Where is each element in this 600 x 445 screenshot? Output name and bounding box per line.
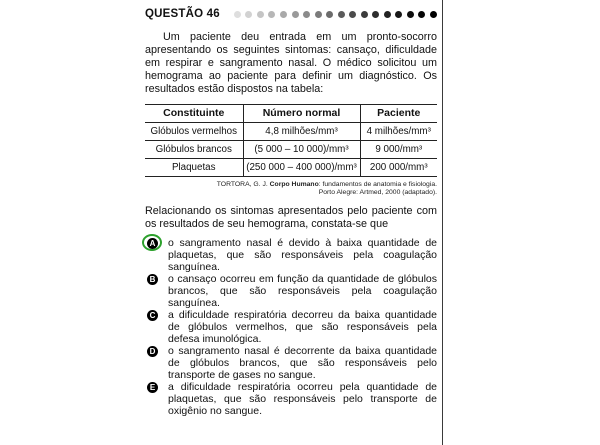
table-cell: 9 000/mm³ (375, 144, 423, 155)
dot (384, 11, 391, 18)
dot (280, 11, 287, 18)
citation-book-title: Corpo Humano (269, 181, 319, 188)
option-badge-col (145, 345, 168, 357)
dot (257, 11, 264, 18)
option-letter-badge: E (147, 382, 158, 393)
option-letter-badge: C (147, 310, 158, 321)
dot (245, 11, 252, 18)
table-header-constituinte: Constituinte (163, 107, 225, 119)
options-list (145, 237, 437, 417)
correct-answer-ring (142, 234, 162, 251)
dot (418, 11, 425, 18)
stem-paragraph: Relacionando os sintomas apresentados pelo paciente com os resultados de seu hemograma, constata-se que (145, 205, 437, 230)
dot (361, 11, 368, 18)
option-row-d (145, 345, 437, 381)
option-letter-badge: A (147, 238, 158, 249)
option-text: a dificuldade respiratória ocorreu pela quantidade de plaquetas, que são responsáveis pelo transporte de oxigênio no sangue. (168, 381, 437, 417)
option-badge-col (145, 237, 168, 249)
dot (292, 11, 299, 18)
dot (303, 11, 310, 18)
dot (407, 11, 414, 18)
table-row (145, 123, 437, 141)
dot (349, 11, 356, 18)
table-cell: Plaquetas (171, 162, 216, 173)
table-row (145, 159, 437, 177)
question-number: QUESTÃO 46 (145, 8, 220, 20)
dot (395, 11, 402, 18)
table-cell: (250 000 – 400 000)/mm³ (243, 159, 360, 177)
option-letter-badge: B (147, 274, 158, 285)
option-badge-col (145, 381, 168, 393)
option-text: o sangramento nasal é devido à baixa quantidade de plaquetas, que são responsáveis pela coagulação sanguínea. (168, 237, 437, 273)
table-cell: (5 000 – 10 000)/mm³ (243, 141, 360, 159)
table-header-numero-normal: Número normal (243, 105, 360, 123)
dot (430, 11, 437, 18)
column-divider (442, 0, 443, 445)
results-table (145, 104, 437, 177)
dot (338, 11, 345, 18)
option-text: o sangramento nasal é decorrente da baixa quantidade de glóbulos brancos, que são responsáveis pelo transporte de gases no sangue. (168, 345, 437, 381)
citation-line1 (145, 181, 437, 189)
citation-rest: : fundamentos de anatomia e fisiologia. (318, 181, 437, 188)
option-row-b (145, 273, 437, 309)
option-text: a dificuldade respiratória decorreu da baixa quantidade de glóbulos vermelhos, que são responsáveis pela defesa imunológica. (168, 309, 437, 345)
question-header (145, 6, 437, 22)
option-badge-col (145, 309, 168, 321)
source-citation (145, 181, 437, 197)
option-badge-col (145, 273, 168, 285)
dot (326, 11, 333, 18)
option-letter-badge: D (147, 346, 158, 357)
table-cell: 200 000/mm³ (369, 162, 428, 173)
progress-dots (234, 11, 437, 18)
question-column (145, 6, 437, 417)
table-cell: Glóbulos brancos (155, 144, 232, 155)
option-row-c (145, 309, 437, 345)
table-cell: 4,8 milhões/mm³ (243, 123, 360, 141)
dot (372, 11, 379, 18)
intro-paragraph: Um paciente deu entrada em um pronto-socorro apresentando os seguintes sintomas: cansaço, dificuldade em respirar e sangramento nasal. O médico solicitou um hemograma ao paciente para definir um diagnóstico. Os resultados estão dispostos na tabela: (145, 31, 437, 95)
option-row-a (145, 237, 437, 273)
dot (268, 11, 275, 18)
dot (315, 11, 322, 18)
table-cell: 4 milhões/mm³ (366, 126, 431, 137)
option-row-e (145, 381, 437, 417)
table-cell: Glóbulos vermelhos (150, 126, 238, 137)
citation-line2: Porto Alegre: Artmed, 2000 (adaptado). (318, 189, 437, 196)
citation-author: TORTORA, G. J. (216, 181, 270, 188)
table-row (145, 141, 437, 159)
option-text: o cansaço ocorreu em função da quantidade de glóbulos brancos, que são responsáveis pela coagulação sanguínea. (168, 273, 437, 309)
dot (234, 11, 241, 18)
table-header-paciente: Paciente (377, 107, 421, 119)
table-header-row (145, 105, 437, 123)
